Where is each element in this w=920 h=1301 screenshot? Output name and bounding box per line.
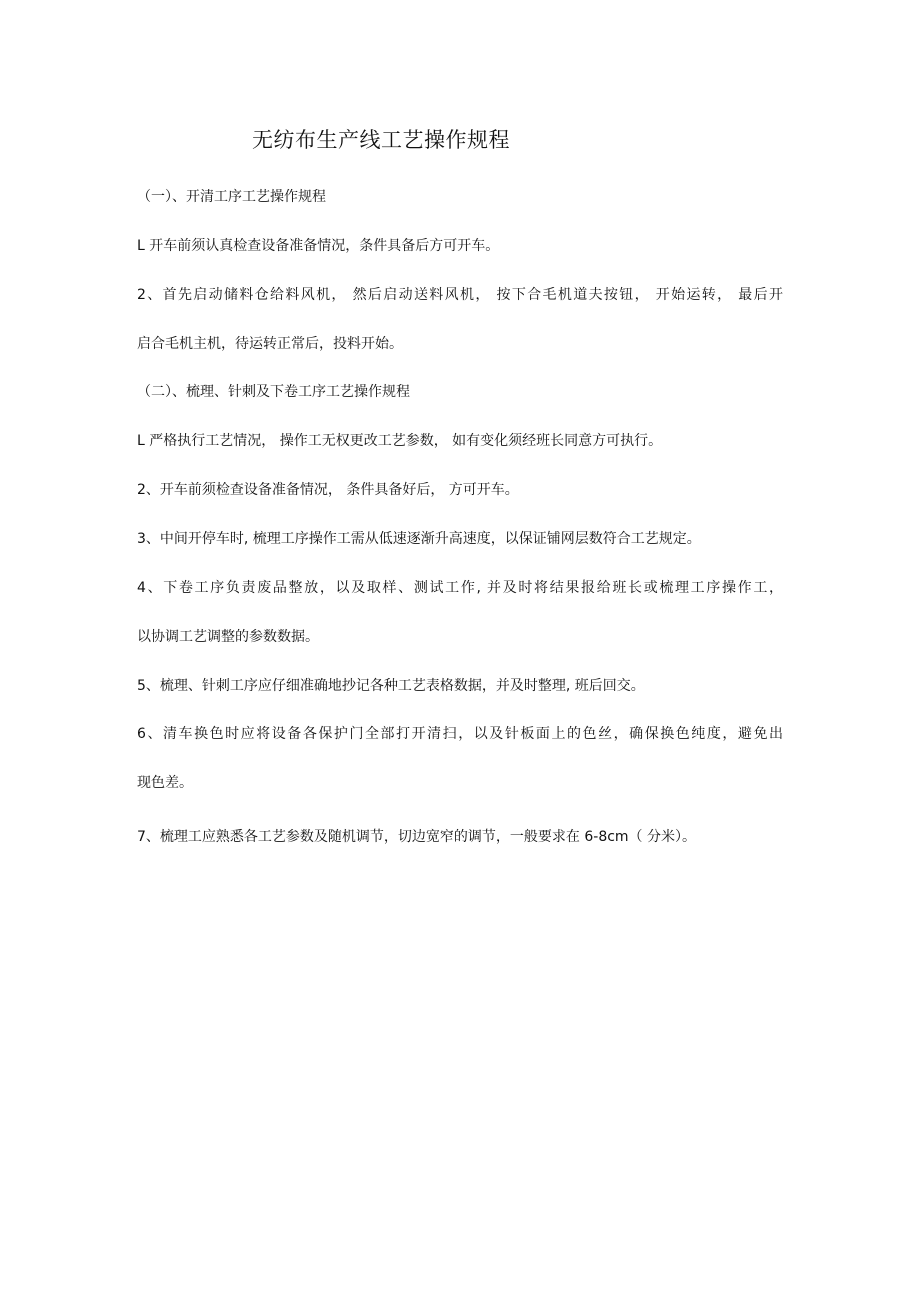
paragraph-line: L 开车前须认真检查设备准备情况，条件具备后方可开车。 xyxy=(137,238,500,254)
paragraph-line: 4、下卷工序负责废品整放，以及取样、测试工作, 并及时将结果报给班长或梳理工序操作工， xyxy=(137,580,783,596)
paragraph-line: 启合毛机主机，待运转正常后，投料开始。 xyxy=(137,336,403,352)
paragraph-line: 现色差。 xyxy=(137,775,193,791)
section-heading-1: （一）、开清工序工艺操作规程 xyxy=(137,189,326,205)
paragraph-line: 6、清车换色时应将设备各保护门全部打开清扫，以及针板面上的色丝，确保换色纯度，避免出 xyxy=(137,726,783,742)
paragraph-line: L 严格执行工艺情况， 操作工无权更改工艺参数， 如有变化须经班长同意方可执行。 xyxy=(137,433,663,449)
paragraph-line: 2、首先启动储料仓给料风机， 然后启动送料风机， 按下合毛机道夫按钮， 开始运转， 最后开 xyxy=(137,287,783,303)
paragraph-line: 2、开车前须检查设备准备情况， 条件具备好后， 方可开车。 xyxy=(137,482,519,498)
paragraph-line: 3、中间开停车时, 梳理工序操作工需从低速逐渐升高速度，以保证铺网层数符合工艺规定。 xyxy=(137,531,701,547)
paragraph-line: 5、梳理、针刺工序应仔细准确地抄记各种工艺表格数据，并及时整理, 班后回交。 xyxy=(137,678,645,694)
document-title: 无纺布生产线工艺操作规程 xyxy=(252,128,510,152)
section-heading-2: （二）、梳理、针刺及下卷工序工艺操作规程 xyxy=(137,384,410,400)
paragraph-line: 以协调工艺调整的参数数据。 xyxy=(137,629,319,645)
paragraph-line: 7、梳理工应熟悉各工艺参数及随机调节，切边宽窄的调节，一般要求在 6-8cm（ 分米）。 xyxy=(137,829,697,845)
